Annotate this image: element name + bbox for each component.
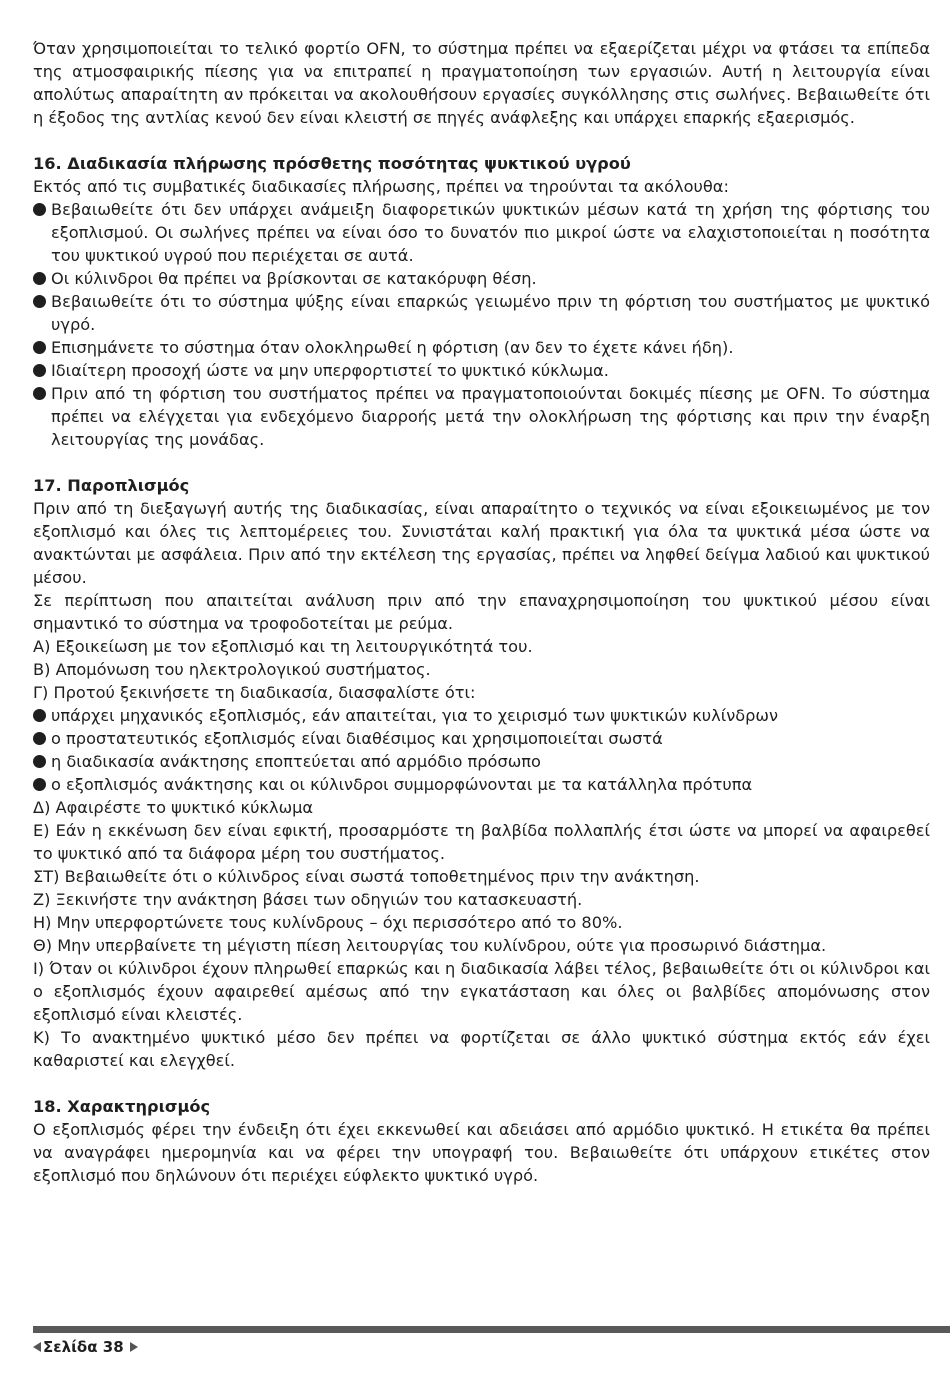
bullet-icon (33, 272, 46, 285)
intro-paragraph: Όταν χρησιμοποιείται το τελικό φορτίο OFN, το σύστημα πρέπει να εξαερίζεται μέχρι να φτάσει τα επίπεδα της ατμοσφαιρικής πίεσης για να επιτραπεί η πραγματοποίηση των εργασιών. Αυτή η λειτουργία είναι απολύτως απαραίτητη αν πρόκειται να ακολουθήσουν εργασίες συγκόλλησης στις σωλήνες. Βεβαιωθείτε ότι η έξοδος της αντλίας κενού δεν είναι κλειστή σε πηγές ανάφλεξης και υπάρχει επαρκής εξαερισμός. (33, 39, 930, 127)
section-16-bullets (33, 198, 930, 451)
list-item: Επισημάνετε το σύστημα όταν ολοκληρωθεί η φόρτιση (αν δεν το έχετε κάνει ήδη). (33, 336, 930, 359)
next-page-icon[interactable] (130, 1342, 138, 1352)
bullet-icon (33, 732, 46, 745)
section-17-bullets (33, 704, 930, 796)
step-d: Δ) Αφαιρέστε το ψυκτικό κύκλωμα (33, 798, 314, 817)
step-th: Θ) Μην υπερβαίνετε τη μέγιστη πίεση λειτουργίας του κυλίνδρου, ούτε για προσωρινό διάστημα. (33, 936, 827, 955)
bullet-icon (33, 203, 46, 216)
list-item: υπάρχει μηχανικός εξοπλισμός, εάν απαιτείται, για το χειρισμό των ψυκτικών κυλίνδρων (33, 704, 930, 727)
bullet-icon (33, 709, 46, 722)
page-footer (33, 1337, 138, 1357)
list-item: ο προστατευτικός εξοπλισμός είναι διαθέσιμος και χρησιμοποιείται σωστά (33, 727, 930, 750)
list-item: Πριν από τη φόρτιση του συστήματος πρέπει να πραγματοποιούνται δοκιμές πίεσης με OFN. Το σύστημα πρέπει να ελέγχεται για ενδεχόμενο διαρροής μετά την ολοκλήρωση της φόρτισης και πριν την έναρξη λειτουργίας της μονάδας. (33, 382, 930, 451)
section-16-title: 16. Διαδικασία πλήρωσης πρόσθετης ποσότητας ψυκτικού υγρού (33, 154, 631, 173)
page-number: Σελίδα 38 (43, 1338, 124, 1356)
bullet-icon (33, 364, 46, 377)
step-z: Ζ) Ξεκινήστε την ανάκτηση βάσει των οδηγιών του κατασκευαστή. (33, 890, 583, 909)
section-17-paragraph-2: Σε περίπτωση που απαιτείται ανάλυση πριν από την επαναχρησιμοποίηση του ψυκτικού μέσου είναι σημαντικό το σύστημα να τροφοδοτείται με ρεύμα. (33, 591, 930, 633)
list-item: η διαδικασία ανάκτησης εποπτεύεται από αρμόδιο πρόσωπο (33, 750, 930, 773)
list-item: Βεβαιωθείτε ότι το σύστημα ψύξης είναι επαρκώς γειωμένο πριν τη φόρτιση του συστήματος με ψυκτικό υγρό. (33, 290, 930, 336)
step-h: Η) Μην υπερφορτώνετε τους κυλίνδρους – όχι περισσότερο από το 80%. (33, 913, 623, 932)
section-18-title: 18. Χαρακτηρισμός (33, 1097, 211, 1116)
document-page (33, 37, 930, 1187)
list-item: ο εξοπλισμός ανάκτησης και οι κύλινδροι συμμορφώνονται με τα κατάλληλα πρότυπα (33, 773, 930, 796)
list-item: Ιδιαίτερη προσοχή ώστε να μην υπερφορτιστεί το ψυκτικό κύκλωμα. (33, 359, 930, 382)
step-a: Α) Εξοικείωση με τον εξοπλισμό και τη λειτουργικότητά του. (33, 637, 533, 656)
bullet-icon (33, 387, 46, 400)
list-item: Οι κύλινδροι θα πρέπει να βρίσκονται σε κατακόρυφη θέση. (33, 267, 930, 290)
step-g: Γ) Προτού ξεκινήσετε τη διαδικασία, διασφαλίστε ότι: (33, 683, 476, 702)
previous-page-icon[interactable] (33, 1342, 41, 1352)
bullet-icon (33, 295, 46, 308)
bullet-icon (33, 341, 46, 354)
step-e: Ε) Εάν η εκκένωση δεν είναι εφικτή, προσαρμόστε τη βαλβίδα πολλαπλής έτσι ώστε να μπορεί να αφαιρεθεί το ψυκτικό από τα διάφορα μέρη του συστήματος. (33, 821, 930, 863)
bullet-icon (33, 778, 46, 791)
step-k: Κ) Το ανακτημένο ψυκτικό μέσο δεν πρέπει να φορτίζεται σε άλλο ψυκτικό σύστημα εκτός εάν έχει καθαριστεί και ελεγχθεί. (33, 1028, 930, 1070)
section-18-paragraph: Ο εξοπλισμός φέρει την ένδειξη ότι έχει εκκενωθεί και αδειάσει από αρμόδιο ψυκτικό. Η ετικέτα θα πρέπει να αναγράφει ημερομηνία και να φέρει την υπογραφή του. Βεβαιωθείτε ότι υπάρχουν ετικέτες στον εξοπλισμό που δηλώνουν ότι περιέχει εύφλεκτο ψυκτικό υγρό. (33, 1120, 930, 1185)
section-17-paragraph-1: Πριν από τη διεξαγωγή αυτής της διαδικασίας, είναι απαραίτητο ο τεχνικός να είναι εξοικειωμένος με τον εξοπλισμό και όλες τις λεπτομέρειες του. Συνιστάται καλή πρακτική για όλα τα ψυκτικά μέσα ώστε να ανακτώνται με ασφάλεια. Πριν από την εκτέλεση της εργασίας, πρέπει να ληφθεί δείγμα λαδιού και ψυκτικού μέσου. (33, 499, 930, 587)
step-i: Ι) Όταν οι κύλινδροι έχουν πληρωθεί επαρκώς και η διαδικασία λάβει τέλος, βεβαιωθείτε ότι οι κύλινδροι και ο εξοπλισμός έχουν αφαιρεθεί αμέσως από την εγκατάσταση και όλες οι βαλβίδες απομόνωσης στον εξοπλισμό είναι κλειστές. (33, 959, 930, 1024)
section-16-lead: Εκτός από τις συμβατικές διαδικασίες πλήρωσης, πρέπει να τηρούνται τα ακόλουθα: (33, 177, 729, 196)
step-b: Β) Απομόνωση του ηλεκτρολογικού συστήματος. (33, 660, 431, 679)
bullet-icon (33, 755, 46, 768)
section-17-title: 17. Παροπλισμός (33, 476, 190, 495)
footer-divider (33, 1326, 950, 1333)
list-item: Βεβαιωθείτε ότι δεν υπάρχει ανάμειξη διαφορετικών ψυκτικών μέσων κατά τη χρήση της φόρτισης του εξοπλισμού. Οι σωλήνες πρέπει να είναι όσο το δυνατόν πιο μικροί ώστε να ελαχιστοποιείται η ποσότητα του ψυκτικού υγρού που περιέχεται σε αυτά. (33, 198, 930, 267)
step-st: ΣΤ) Βεβαιωθείτε ότι ο κύλινδρος είναι σωστά τοποθετημένος πριν την ανάκτηση. (33, 867, 700, 886)
